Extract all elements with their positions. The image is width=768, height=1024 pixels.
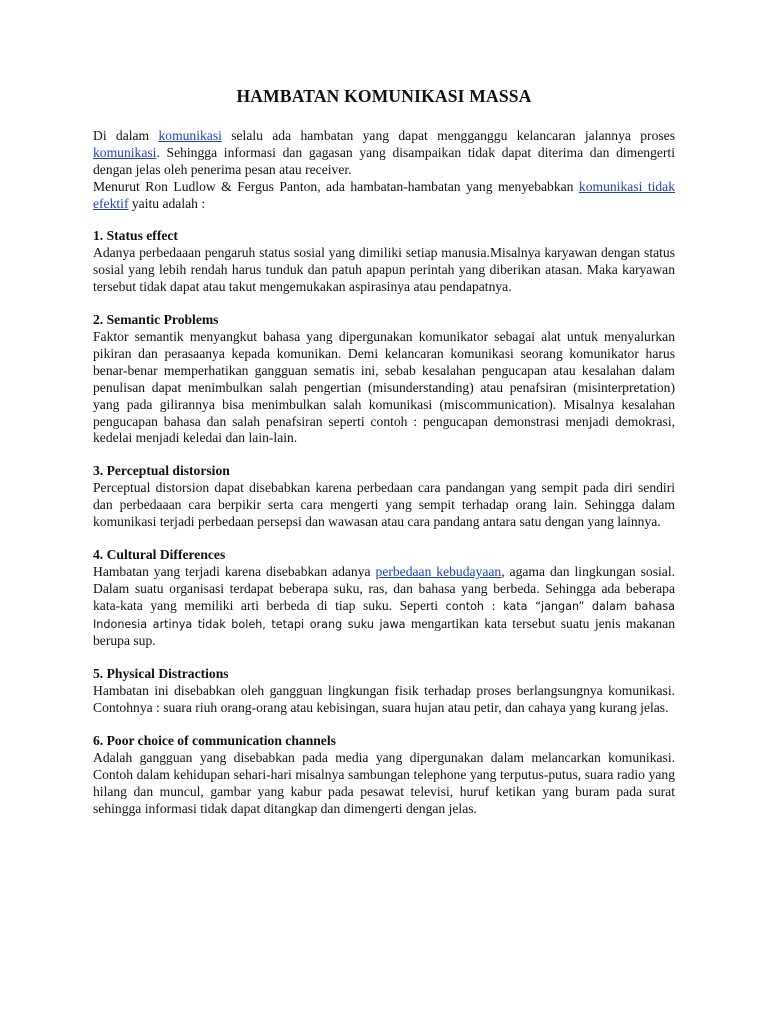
intro-paragraph-1 xyxy=(93,128,675,179)
section-text: Adanya perbedaaan pengaruh status sosial yang dimiliki setiap manusia.Misalnya karyawan dengan status sosial yang lebih rendah harus tunduk dan patuh apapun perintah yang diberikan atasan. Maka karyawan tersebut tidak dapat atau takut mengemukakan aspirasinya atau pendapatnya. xyxy=(93,245,675,295)
intro-text: Di dalam xyxy=(93,127,159,143)
link-perbedaan-kebudayaan[interactable]: perbedaan kebudayaan xyxy=(375,563,502,579)
intro-text: Menurut Ron Ludlow & Fergus Panton, ada hambatan-hambatan yang menyebabkan xyxy=(93,178,579,194)
section-text-part: , agama dan lingkungan sosial. Dalam suatu organisasi terdapat beberapa suku, ras, dan bahasa yang berbeda. Sehingga ada beberapa kata-kata yang memiliki arti berbeda di tiap suku. Seperti xyxy=(93,563,675,613)
section-text: Hambatan ini disebabkan oleh gangguan lingkungan fisik terhadap proses berlangsungnya komunikasi. Contohnya : suara riuh orang-orang atau kebisingan, suara hujan atau petir, dan cahaya yang kurang jelas. xyxy=(93,683,675,716)
intro-text: . Sehingga informasi dan gagasan yang disampaikan tidak dapat diterima dan dimengerti dengan jelas oleh penerima pesan atau receiver. xyxy=(93,144,675,177)
section-text: Perceptual distorsion dapat disebabkan karena perbedaan cara pandangan yang sempit pada diri sendiri dan perbedaaan cara berpikir serta cara mengerti yang sempit terhadap orang lain. Sehingga dalam komunikasi terjadi perbedaan persepsi dan wawasan atau cara pandang antara satu dengan yang lainnya. xyxy=(93,480,675,530)
section-poor-choice-channels xyxy=(93,733,675,818)
section-text-part: mengartikan kata tersebut suatu jenis makanan berupa sup. xyxy=(93,615,675,649)
intro-text: yaitu adalah : xyxy=(128,195,206,211)
section-status-effect xyxy=(93,228,675,296)
section-text-example: contoh : kata “jangan” dalam bahasa Indonesia artinya tidak boleh, tetapi orang suku jawa xyxy=(93,599,676,631)
section-text: Faktor semantik menyangkut bahasa yang dipergunakan komunikator sebagai alat untuk menyalurkan pikiran dan perasaanya kepada komunikan. Demi kelancaran komunikasi seorang komunikator harus benar-benar memperhatikan gangguan sematis ini, sebab kesalahan pengucapan atau kesalahan dalam penulisan dapat menimbulkan salah pengertian (misunderstanding) atau penafsiran (misinterpretation) yang pada gilirannya bisa menimbulkan salah komunikasi (miscommunication). Misalnya kesalahan pengucapan bahasa dan salah penafsiran seperti contoh : pengucapan demonstrasi menjadi demokrasi, kedelai menjadi keledai dan lain-lain. xyxy=(93,328,675,446)
link-komunikasi-1[interactable]: komunikasi xyxy=(158,127,222,143)
section-heading: 5. Physical Distractions xyxy=(93,666,229,682)
document-page xyxy=(93,88,675,818)
section-text xyxy=(93,564,675,651)
section-heading: 4. Cultural Differences xyxy=(93,546,226,562)
section-heading: 6. Poor choice of communication channels xyxy=(93,733,336,749)
link-komunikasi-tidak-efektif[interactable]: komunikasi tidak efektif xyxy=(93,178,676,211)
section-text: Adalah gangguan yang disebabkan pada media yang dipergunakan dalam melancarkan komunikasi. Contoh dalam kehidupan sehari-hari misalnya sambungan telephone yang terputus-putus, suara radio yang hilang dan muncul, gambar yang kabur pada pesawat televisi, huruf ketikan yang buram pada surat sehingga informasi tidak dapat ditangkap dan dimengerti dengan jelas. xyxy=(93,750,675,816)
section-perceptual-distorsion xyxy=(93,463,675,531)
section-heading: 1. Status effect xyxy=(93,228,178,244)
section-heading: 3. Perceptual distorsion xyxy=(93,463,230,479)
section-heading: 2. Semantic Problems xyxy=(93,312,219,328)
section-physical-distractions xyxy=(93,666,675,717)
link-komunikasi-2[interactable]: komunikasi xyxy=(93,144,157,160)
section-semantic-problems xyxy=(93,312,675,447)
section-cultural-differences xyxy=(93,547,675,650)
section-text-part: Hambatan yang terjadi karena disebabkan adanya xyxy=(93,563,376,579)
intro-text: selalu ada hambatan yang dapat mengganggu kelancaran jalannya proses xyxy=(221,127,675,143)
document-title: HAMBATAN KOMUNIKASI MASSA xyxy=(236,86,532,106)
intro-paragraph-2 xyxy=(93,179,675,213)
